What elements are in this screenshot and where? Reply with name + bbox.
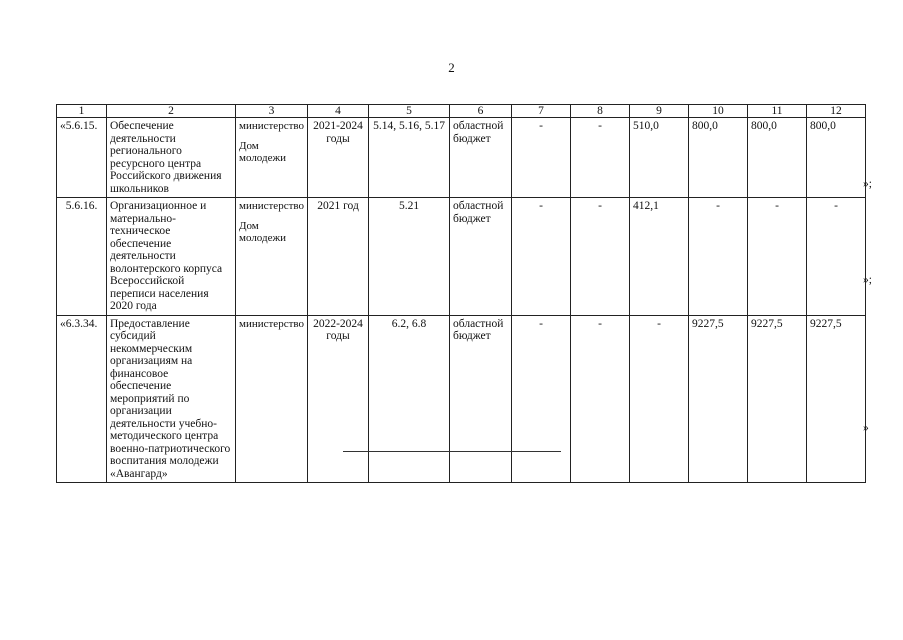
program-table — [56, 104, 866, 483]
value-col12: 9227,5 — [807, 315, 866, 483]
indicator-codes: 6.2, 6.8 — [369, 315, 450, 483]
value-col7: - — [512, 198, 571, 316]
header-cell: 7 — [512, 105, 571, 118]
row-number: «6.3.34. — [57, 315, 107, 483]
executor-primary: министерство — [239, 200, 305, 212]
executor-primary: министерство — [239, 317, 305, 330]
executor-secondary: Дом молодежи — [239, 220, 286, 244]
row-number: 5.6.16. — [57, 198, 107, 316]
value-col7: - — [512, 118, 571, 198]
row-closing-mark: »; — [863, 178, 872, 190]
event-name: Организационное и материально-техническое обеспечение деятельности волонтерского корпуса Всероссийской переписи населения 2020 года — [107, 198, 236, 316]
header-cell: 10 — [689, 105, 748, 118]
executor-cell — [236, 315, 308, 483]
header-cell: 1 — [57, 105, 107, 118]
table-row — [57, 198, 866, 316]
value-col9: 412,1 — [630, 198, 689, 316]
executor-cell — [236, 118, 308, 198]
end-divider-line — [343, 451, 561, 452]
indicator-codes: 5.21 — [369, 198, 450, 316]
header-cell: 2 — [107, 105, 236, 118]
header-cell: 6 — [450, 105, 512, 118]
header-cell: 11 — [748, 105, 807, 118]
header-cell: 4 — [308, 105, 369, 118]
value-col11: - — [748, 198, 807, 316]
header-cell: 8 — [571, 105, 630, 118]
executor-cell — [236, 198, 308, 316]
row-closing-mark: » — [863, 422, 869, 434]
executor-secondary: Дом молодежи — [239, 140, 286, 164]
period: 2021-2024 годы — [308, 118, 369, 198]
header-cell: 12 — [807, 105, 866, 118]
value-col9: - — [630, 315, 689, 483]
value-col10: - — [689, 198, 748, 316]
indicator-codes: 5.14, 5.16, 5.17 — [369, 118, 450, 198]
header-cell: 5 — [369, 105, 450, 118]
funding-source: областной бюджет — [450, 198, 512, 316]
value-col11: 800,0 — [748, 118, 807, 198]
executor-primary: министерство — [239, 120, 305, 132]
event-name: Предоставление субсидий некоммерческим организациям на финансовое обеспечение мероприятий по организации деятельности учебно-методического центра военно-патриотического воспитания молодежи «Авангард» — [107, 315, 236, 483]
value-col10: 9227,5 — [689, 315, 748, 483]
value-col12: 800,0 — [807, 118, 866, 198]
event-name: Обеспечение деятельности регионального ресурсного центра Российского движения школьников — [107, 118, 236, 198]
period: 2022-2024 годы — [308, 315, 369, 483]
header-cell: 3 — [236, 105, 308, 118]
page-number: 2 — [448, 60, 455, 75]
row-number: «5.6.15. — [57, 118, 107, 198]
value-col10: 800,0 — [689, 118, 748, 198]
value-col8: - — [571, 118, 630, 198]
value-col11: 9227,5 — [748, 315, 807, 483]
value-col8: - — [571, 198, 630, 316]
value-col7: - — [512, 315, 571, 483]
table-row — [57, 315, 866, 483]
funding-source: областной бюджет — [450, 315, 512, 483]
table-row — [57, 118, 866, 198]
period: 2021 год — [308, 198, 369, 316]
row-closing-mark: »; — [863, 274, 872, 286]
value-col8: - — [571, 315, 630, 483]
header-cell: 9 — [630, 105, 689, 118]
table-header-row — [57, 105, 866, 118]
value-col9: 510,0 — [630, 118, 689, 198]
value-col12: - — [807, 198, 866, 316]
funding-source: областной бюджет — [450, 118, 512, 198]
